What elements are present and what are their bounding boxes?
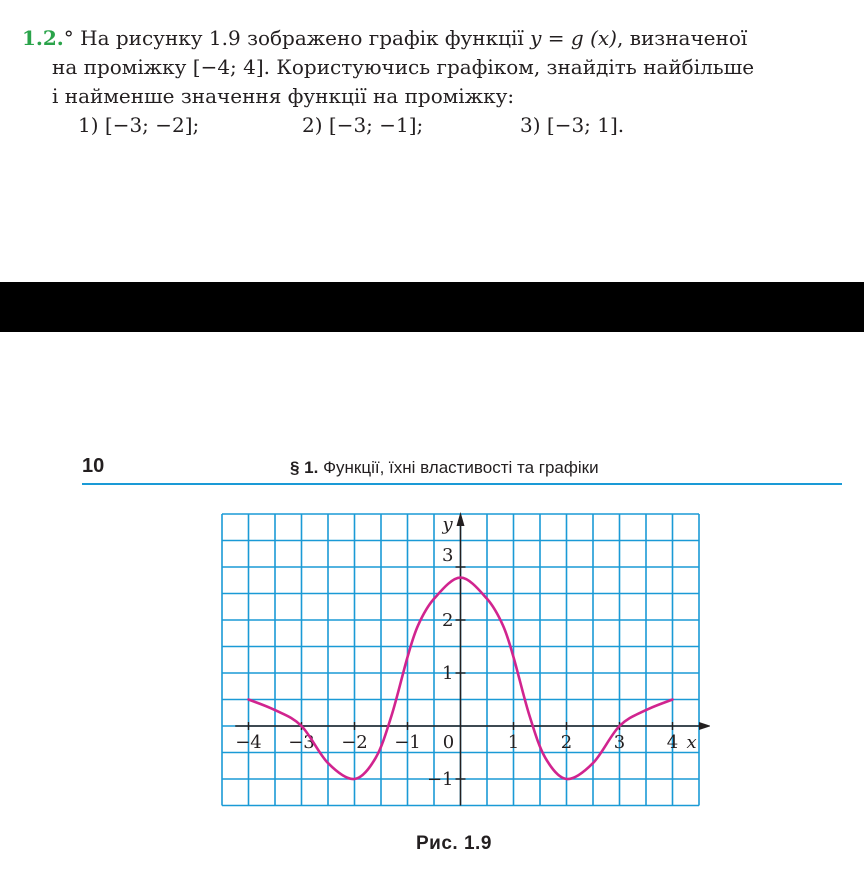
x-tick-label: 4 [666,732,679,753]
formula-y: y [530,26,542,50]
function-graph [210,510,710,810]
y-tick-label: 1 [442,663,454,684]
formula-g: g [570,26,584,50]
y-tick-label: 2 [442,610,454,631]
x-tick-label: 1 [507,732,520,753]
problem-statement [0,0,864,175]
problem-text-1: На рисунку 1.9 зображено графік функції [73,26,531,50]
formula-eq: = [541,26,571,50]
x-tick-label: −4 [235,732,262,753]
page-number: 10 [82,455,105,477]
problem-number: 1.2. [22,26,64,50]
black-band [0,282,864,332]
option-2: 2) [−3; −1]; [302,113,424,137]
problem-line-3: і найменше значення функції на проміжку: [52,84,515,108]
x-tick-label: −2 [341,732,368,753]
y-tick-label: −1 [426,769,454,790]
x-tick-label: −1 [394,732,421,753]
x-tick-label: −3 [288,732,315,753]
problem-options [78,115,624,135]
header-rule [82,483,842,485]
y-tick-label: 3 [442,545,454,566]
problem-text-1-tail: , визначеної [616,26,748,50]
section-title [290,458,599,478]
option-1: 1) [−3; −2]; [78,113,200,137]
y-axis-label: y [442,514,453,535]
problem-line-2: на проміжку [−4; 4]. Користуючись графіком, знайдіть найбільше [52,55,755,79]
x-axis-label: x [686,732,697,753]
problem-line-1 [22,28,747,48]
x-axis-arrow-icon [699,722,710,730]
option-3: 3) [−3; 1]. [520,113,625,137]
x-tick-label: 3 [613,732,626,753]
x-tick-label: 0 [442,732,455,753]
section-title-text: Функції, їхні властивості та графіки [318,458,599,477]
degree-mark: ° [63,26,74,50]
x-tick-label: 2 [560,732,573,753]
figure-caption: Рис. 1.9 [416,833,492,854]
section-mark: § 1. [290,458,319,477]
formula-x: (x) [583,26,617,50]
page-header [82,450,842,488]
